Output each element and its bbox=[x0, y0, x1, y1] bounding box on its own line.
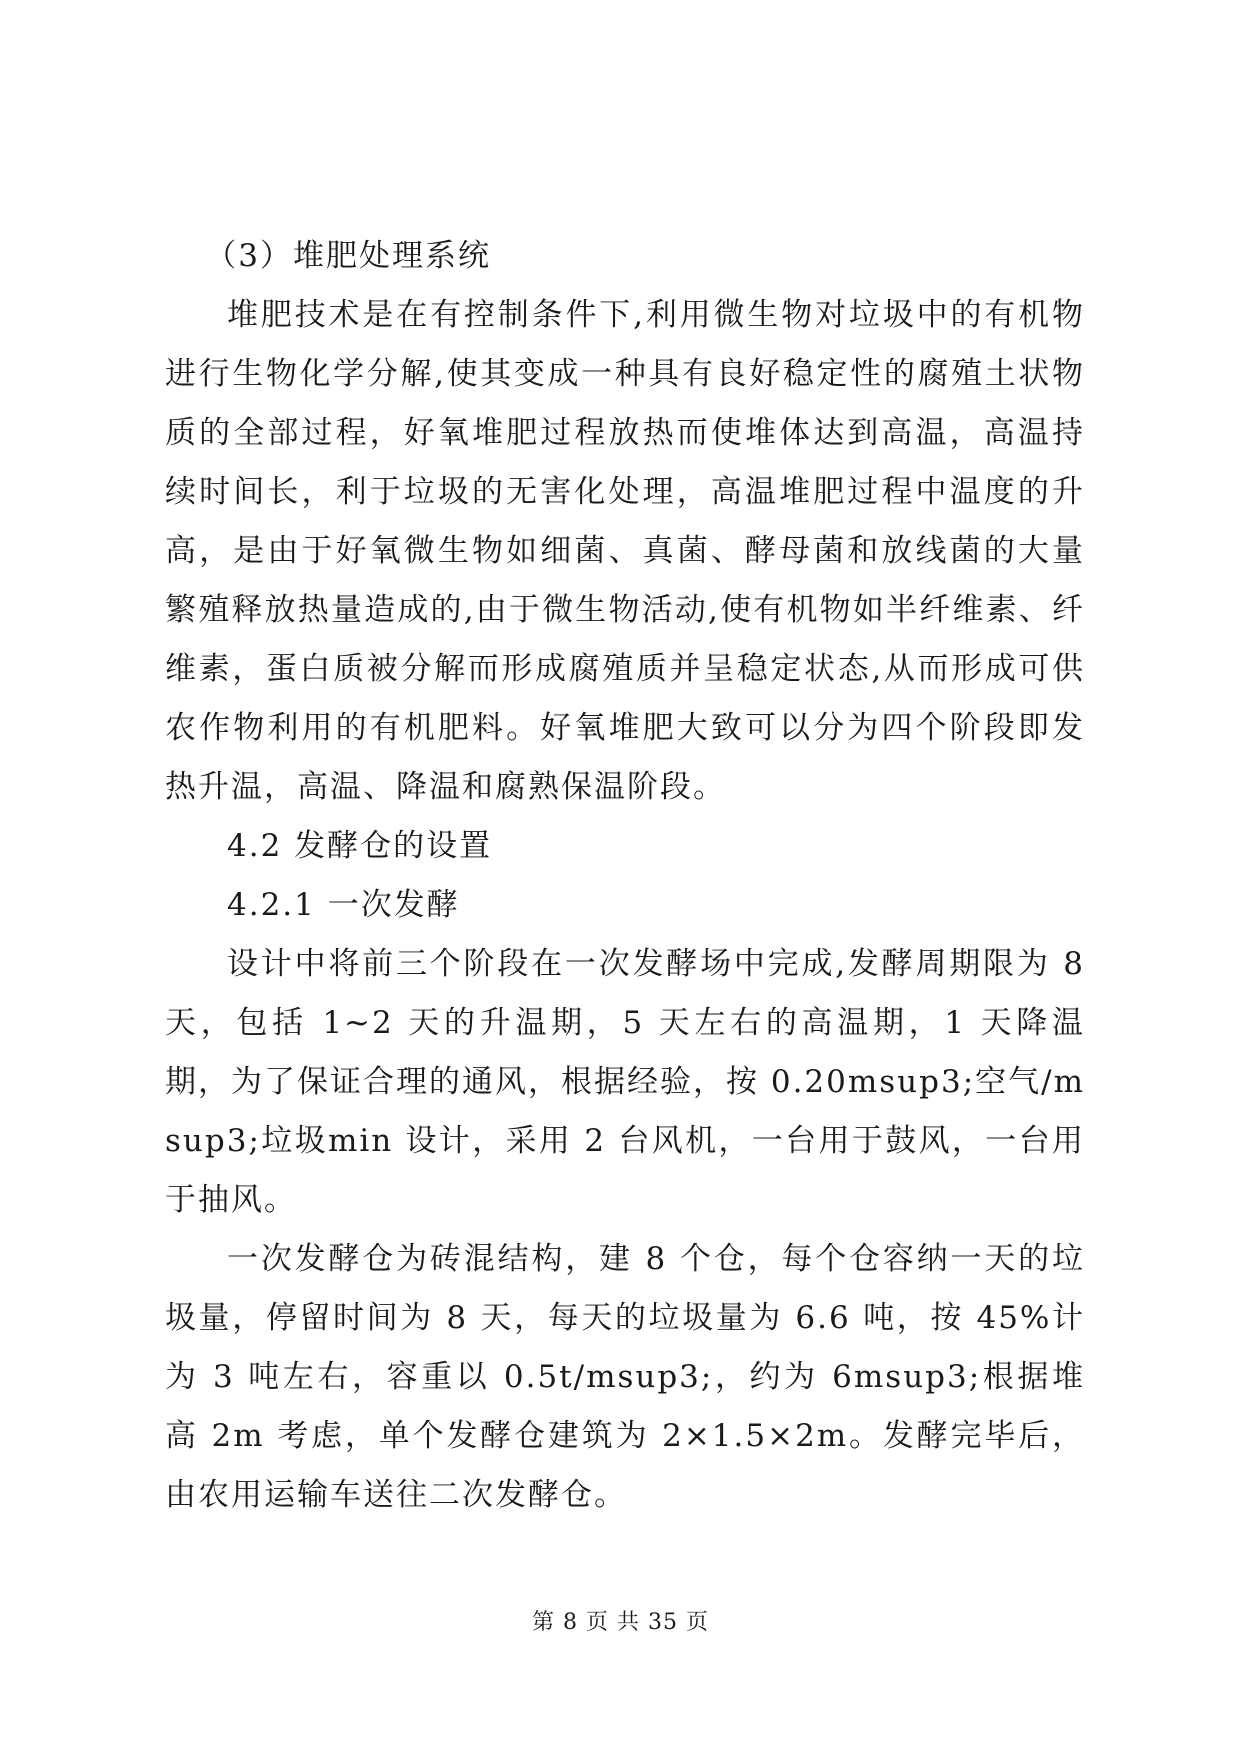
subheading-fermentation-bin: 4.2 发酵仓的设置 bbox=[227, 828, 493, 864]
page-footer: 第 8 页 共 35 页 bbox=[532, 1610, 709, 1635]
body-paragraph-primary-design: 设计中将前三个阶段在一次发酵场中完成,发酵周期限为 8 天，包括 1~2 天的升温期，5 天左右的高温期，1 天降温期，为了保证合理的通风，根据经验，按 0.20msup3;空气/msup3;垃圾min 设计，采用 2 台风机，一台用于鼓风，一台用于抽风。 bbox=[165, 946, 1085, 1218]
subheading-primary-fermentation: 4.2.1 一次发酵 bbox=[227, 887, 460, 923]
body-paragraph-bin-structure: 一次发酵仓为砖混结构，建 8 个仓，每个仓容纳一天的垃圾量，停留时间为 8 天，每天的垃圾量为 6.6 吨，按 45%计为 3 吨左右，容重以 0.5t/msup3;，约为 6msup3;根据堆高 2m 考虑，单个发酵仓建筑为 2×1.5×2m。发酵完毕后，由农用运输车送往二次发酵仓。 bbox=[165, 1241, 1085, 1513]
section-heading: （3）堆肥处理系统 bbox=[205, 238, 492, 274]
body-paragraph-composting: 堆肥技术是在有控制条件下,利用微生物对垃圾中的有机物进行生物化学分解,使其变成一种具有良好稳定性的腐殖土状物质的全部过程，好氧堆肥过程放热而使堆体达到高温，高温持续时间长，利于垃圾的无害化处理，高温堆肥过程中温度的升高，是由于好氧微生物如细菌、真菌、酵母菌和放线菌的大量繁殖释放热量造成的,由于微生物活动,使有机物如半纤维素、纤维素，蛋白质被分解而形成腐殖质并呈稳定状态,从而形成可供农作物利用的有机肥料。好氧堆肥大致可以分为四个阶段即发热升温，高温、降温和腐熟保温阶段。 bbox=[165, 297, 1085, 805]
document-body bbox=[165, 227, 1085, 1525]
